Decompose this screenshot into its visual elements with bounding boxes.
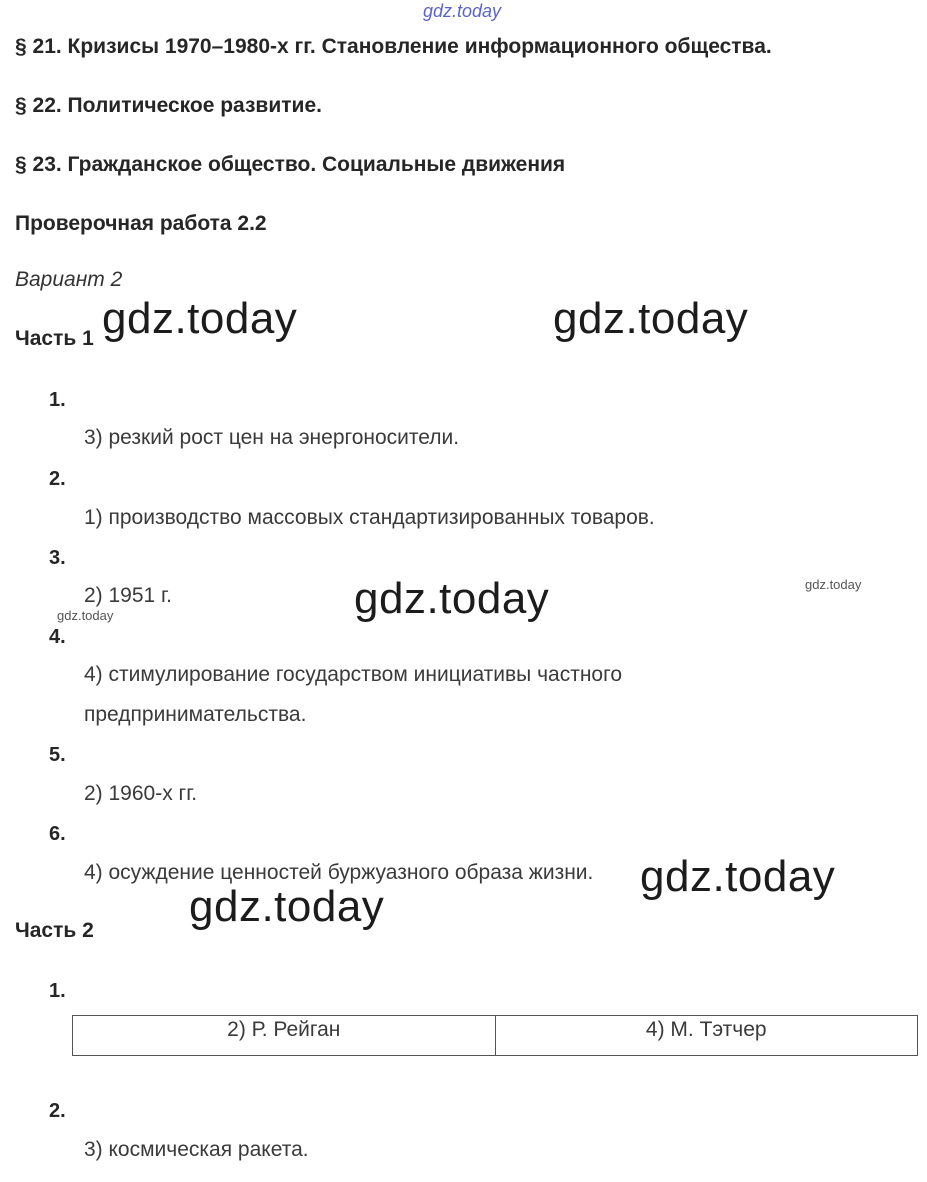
question-number: 3. [49, 547, 66, 569]
section-22-heading: § 22. Политическое развитие. [15, 94, 322, 117]
answer-table [72, 1015, 918, 1056]
variant-label: Вариант 2 [15, 268, 123, 291]
watermark-small: gdz.today [57, 608, 114, 623]
answer-text: 4) осуждение ценностей буржуазного образа жизни. [84, 861, 594, 884]
part-1-heading: Часть 1 [15, 327, 94, 350]
question-number: 2. [49, 468, 66, 490]
question-number: 5. [49, 744, 66, 766]
watermark-large: gdz.today [640, 852, 836, 901]
part-2-heading: Часть 2 [15, 919, 94, 942]
table-cell: 2) Р. Рейган [73, 1016, 496, 1056]
answer-text: 2) 1960-х гг. [84, 782, 198, 805]
question-number: 6. [49, 823, 66, 845]
answer-text: 4) стимулирование государством инициативы частного [84, 663, 622, 686]
section-23-heading: § 23. Гражданское общество. Социальные движения [15, 153, 566, 176]
watermark-large: gdz.today [553, 294, 749, 343]
answer-text: 2) 1951 г. [84, 584, 172, 607]
watermark-large: gdz.today [354, 574, 550, 623]
watermark-large: gdz.today [189, 882, 385, 931]
watermark-large: gdz.today [102, 294, 298, 343]
answer-text: 3) резкий рост цен на энергоносители. [84, 426, 460, 449]
question-number: 1. [49, 389, 66, 411]
test-title: Проверочная работа 2.2 [15, 212, 267, 235]
watermark-top: gdz.today [423, 1, 502, 21]
question-number: 1. [49, 980, 66, 1002]
watermark-small: gdz.today [805, 577, 862, 592]
question-number: 2. [49, 1100, 66, 1122]
table-row [73, 1016, 918, 1056]
answer-text-continued: предпринимательства. [84, 703, 307, 726]
section-21-heading: § 21. Кризисы 1970–1980-х гг. Становление информационного общества. [15, 35, 772, 58]
question-number: 4. [49, 626, 66, 648]
answer-text: 1) производство массовых стандартизированных товаров. [84, 506, 655, 529]
answer-text: 3) космическая ракета. [84, 1138, 309, 1161]
table-cell: 4) М. Тэтчер [495, 1016, 918, 1056]
